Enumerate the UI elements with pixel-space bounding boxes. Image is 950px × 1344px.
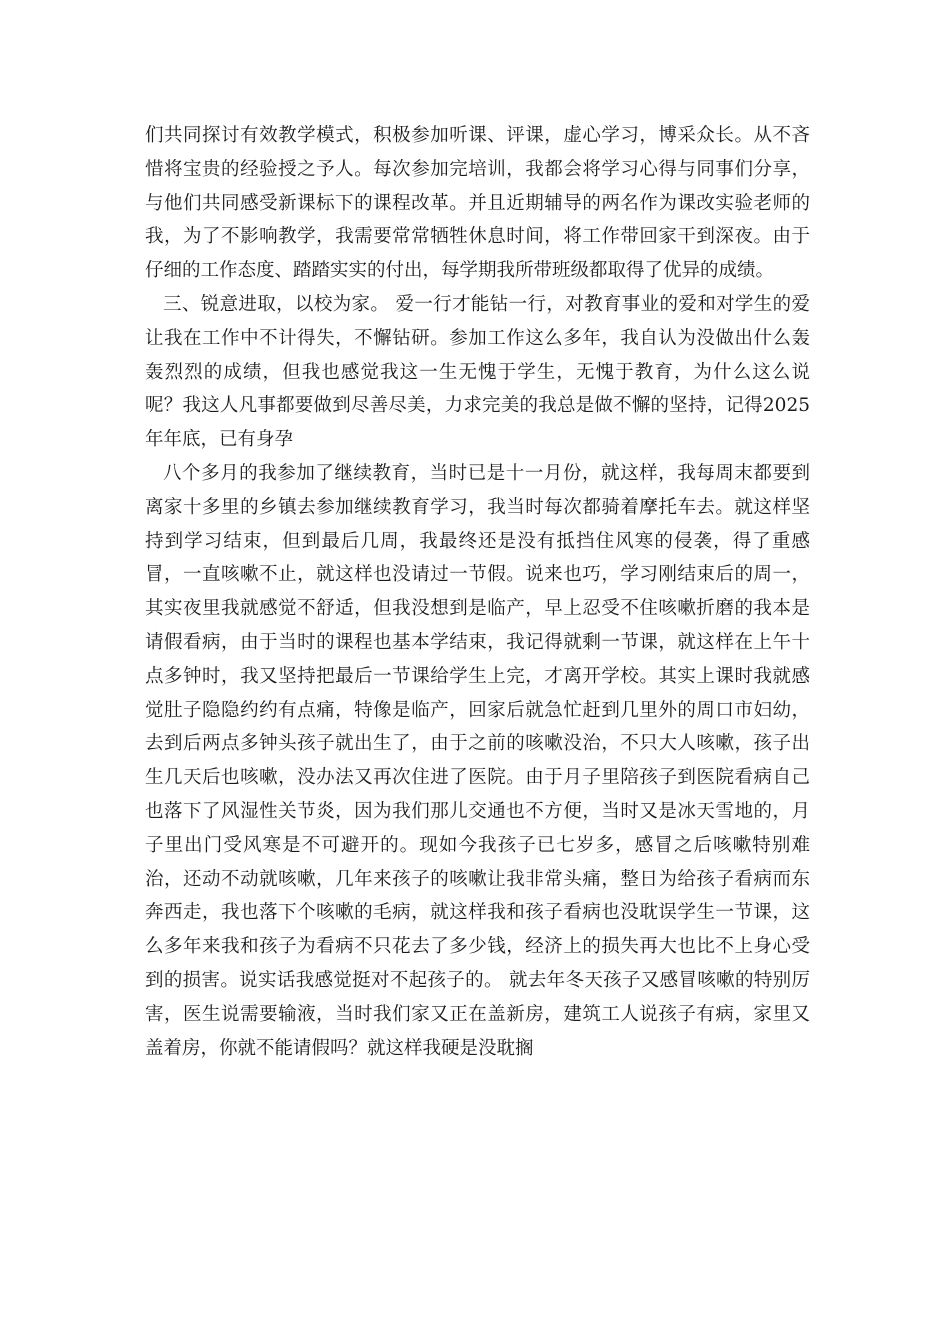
paragraph-continuing-education: 八个多月的我参加了继续教育，当时已是十一月份，就这样，我每周末都要到离家十多里的乡镇去参加继续教育学习，我当时每次都骑着摩托车去。就这样坚持到学习结束，但到最后几周，我最终还是没有抵挡住风寒的侵袭，得了重感冒，一直咳嗽不止，就这样也没请过一节假。说来也巧，学习刚结束后的周一，其实夜里我就感觉不舒适，但我没想到是临产，早上忍受不住咳嗽折磨的我本是请假看病，由于当时的课程也基本学结束，我记得就剩一节课，就这样在上午十点多钟时，我又坚持把最后一节课给学生上完，才离开学校。其实上课时我就感觉肚子隐隐约约有点痛，特像是临产，回家后就急忙赶到几里外的周口市妇幼，去到后两点多钟头孩子就出生了，由于之前的咳嗽没治，不只大人咳嗽，孩子出生几天后也咳嗽，没办法又再次住进了医院。由于月子里陪孩子到医院看病自己也落下了风湿性关节炎，因为我们那儿交通也不方便，当时又是冰天雪地的，月子里出门受风寒是不可避开的。现如今我孩子已七岁多，感冒之后咳嗽特别难治，还动不动就咳嗽，几年来孩子的咳嗽让我非常头痛，整日为给孩子看病而东奔西走，我也落下个咳嗽的毛病，就这样我和孩子看病也没耽误学生一节课，这么多年来我和孩子为看病不只花去了多少钱，经济上的损失再大也比不上身心受到的损害。说实话我感觉挺对不起孩子的。 就去年冬天孩子又感冒咳嗽的特别厉害，医生说需要输液，当时我们家又正在盖新房，建筑工人说孩子有病，家里又盖着房，你就不能请假吗？就这样我硬是没耽搁 xyxy=(145,462,810,1059)
paragraph-teaching-research: 们共同探讨有效教学模式，积极参加听课、评课，虚心学习，博采众长。从不吝惜将宝贵的经验授之予人。每次参加完培训，我都会将学习心得与同事们分享，与他们共同感受新课标下的课程改革。并且近期辅导的两名作为课改实验老师的我，为了不影响教学，我需要常常牺牲休息时间，将工作带回家干到深夜。由于仔细的工作态度、踏踏实实的付出，每学期我所带班级都取得了优异的成绩。 xyxy=(145,125,810,282)
document-body xyxy=(145,119,810,1065)
paragraph-section-three: 三、锐意进取，以校为家。 爱一行才能钻一行，对教育事业的爱和对学生的爱让我在工作中不计得失，不懈钻研。参加工作这么多年，我自认为没做出什么轰轰烈烈的成绩，但我也感觉我这一生无愧于学生，无愧于教育，为什么这么说呢？我这人凡事都要做到尽善尽美，力求完美的我总是做不懈的坚持，记得2025年年底，已有身孕 xyxy=(145,293,810,451)
